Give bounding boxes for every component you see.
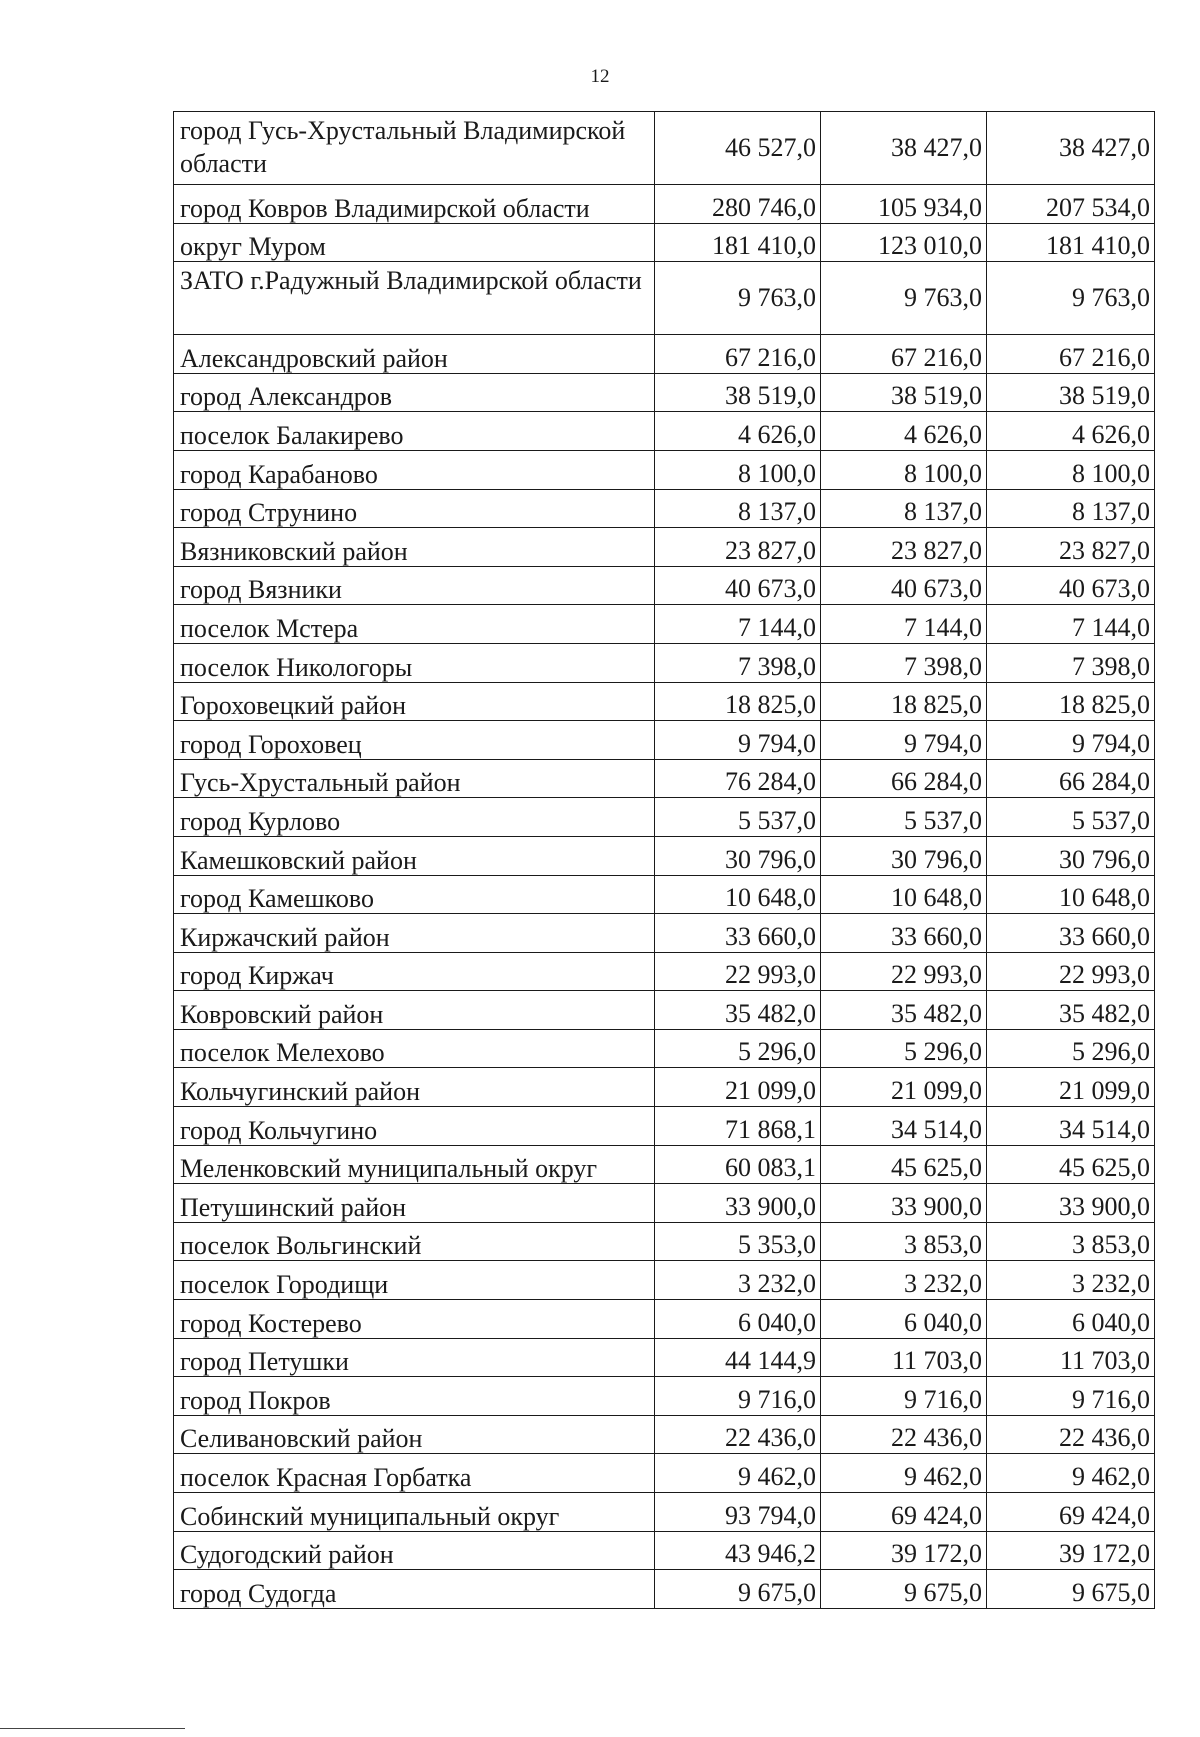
row-value-3-cell: 8 100,0 [987,450,1155,489]
row-value-1-cell: 10 648,0 [655,875,821,914]
row-value-2-cell: 38 519,0 [821,373,987,412]
row-value-3-cell: 40 673,0 [987,566,1155,605]
row-value-3-cell: 5 296,0 [987,1029,1155,1068]
table-row [174,1261,1155,1300]
row-value-3-cell: 23 827,0 [987,528,1155,567]
row-name-cell: город Карабаново [174,450,655,489]
row-value-2-cell: 9 462,0 [821,1454,987,1493]
row-name-cell: город Судогда [174,1570,655,1609]
row-value-1-cell: 9 716,0 [655,1377,821,1416]
table-row [174,1377,1155,1416]
row-name-cell: город Струнино [174,489,655,528]
row-value-1-cell: 3 232,0 [655,1261,821,1300]
table-row [174,528,1155,567]
row-name-cell: поселок Красная Горбатка [174,1454,655,1493]
row-value-1-cell: 18 825,0 [655,682,821,721]
row-name-cell: Ковровский район [174,991,655,1030]
row-value-2-cell: 5 296,0 [821,1029,987,1068]
row-value-3-cell: 6 040,0 [987,1300,1155,1339]
row-value-1-cell: 9 462,0 [655,1454,821,1493]
row-value-1-cell: 38 519,0 [655,373,821,412]
table-row [174,1531,1155,1570]
table-row [174,373,1155,412]
row-value-1-cell: 23 827,0 [655,528,821,567]
table-row [174,914,1155,953]
row-value-3-cell: 21 099,0 [987,1068,1155,1107]
row-value-3-cell: 33 660,0 [987,914,1155,953]
table-row [174,1338,1155,1377]
row-name-cell: город Александров [174,373,655,412]
table-row [174,875,1155,914]
row-name-cell: город Ковров Владимирской области [174,185,655,224]
row-name-cell: город Камешково [174,875,655,914]
row-value-1-cell: 60 083,1 [655,1145,821,1184]
table-row [174,1107,1155,1146]
table-row [174,759,1155,798]
row-name-cell: Петушинский район [174,1184,655,1223]
row-name-cell: Киржачский район [174,914,655,953]
row-value-2-cell: 9 763,0 [821,262,987,335]
row-value-2-cell: 10 648,0 [821,875,987,914]
row-value-1-cell: 71 868,1 [655,1107,821,1146]
row-value-3-cell: 11 703,0 [987,1338,1155,1377]
row-value-2-cell: 35 482,0 [821,991,987,1030]
row-value-3-cell: 181 410,0 [987,223,1155,262]
row-value-3-cell: 38 519,0 [987,373,1155,412]
row-value-2-cell: 22 436,0 [821,1415,987,1454]
row-value-3-cell: 39 172,0 [987,1531,1155,1570]
row-value-3-cell: 67 216,0 [987,335,1155,374]
row-value-3-cell: 18 825,0 [987,682,1155,721]
table-row [174,566,1155,605]
row-value-1-cell: 4 626,0 [655,412,821,451]
table-row [174,721,1155,760]
row-value-2-cell: 67 216,0 [821,335,987,374]
row-value-2-cell: 105 934,0 [821,185,987,224]
table-row [174,1570,1155,1609]
row-value-3-cell: 9 763,0 [987,262,1155,335]
row-value-1-cell: 5 353,0 [655,1222,821,1261]
row-name-cell: поселок Вольгинский [174,1222,655,1261]
row-value-3-cell: 207 534,0 [987,185,1155,224]
table-row [174,1300,1155,1339]
row-value-2-cell: 8 100,0 [821,450,987,489]
row-value-1-cell: 6 040,0 [655,1300,821,1339]
row-value-3-cell: 5 537,0 [987,798,1155,837]
row-name-cell: город Гороховец [174,721,655,760]
row-name-cell: город Покров [174,1377,655,1416]
row-value-2-cell: 11 703,0 [821,1338,987,1377]
table-body [174,112,1155,1609]
row-name-cell: Гусь-Хрустальный район [174,759,655,798]
row-value-2-cell: 3 853,0 [821,1222,987,1261]
table-row [174,1145,1155,1184]
row-value-3-cell: 38 427,0 [987,112,1155,185]
row-value-1-cell: 43 946,2 [655,1531,821,1570]
row-name-cell: Кольчугинский район [174,1068,655,1107]
row-value-2-cell: 21 099,0 [821,1068,987,1107]
row-value-1-cell: 30 796,0 [655,836,821,875]
table-row [174,112,1155,185]
table-row [174,952,1155,991]
row-value-3-cell: 3 853,0 [987,1222,1155,1261]
row-name-cell: поселок Мстера [174,605,655,644]
row-name-cell: поселок Никологоры [174,643,655,682]
table-row [174,262,1155,335]
row-value-1-cell: 22 436,0 [655,1415,821,1454]
row-value-1-cell: 67 216,0 [655,335,821,374]
row-value-2-cell: 9 675,0 [821,1570,987,1609]
row-value-3-cell: 22 993,0 [987,952,1155,991]
row-name-cell: город Курлово [174,798,655,837]
row-value-1-cell: 9 794,0 [655,721,821,760]
row-name-cell: город Петушки [174,1338,655,1377]
row-value-2-cell: 5 537,0 [821,798,987,837]
row-value-2-cell: 9 716,0 [821,1377,987,1416]
row-value-2-cell: 39 172,0 [821,1531,987,1570]
table-row [174,1184,1155,1223]
row-value-1-cell: 9 675,0 [655,1570,821,1609]
row-value-1-cell: 35 482,0 [655,991,821,1030]
row-value-2-cell: 33 660,0 [821,914,987,953]
row-value-3-cell: 33 900,0 [987,1184,1155,1223]
row-value-3-cell: 8 137,0 [987,489,1155,528]
row-value-1-cell: 9 763,0 [655,262,821,335]
row-value-2-cell: 34 514,0 [821,1107,987,1146]
table-row [174,1493,1155,1532]
row-value-3-cell: 9 675,0 [987,1570,1155,1609]
row-value-3-cell: 9 462,0 [987,1454,1155,1493]
table-row [174,1222,1155,1261]
row-value-2-cell: 4 626,0 [821,412,987,451]
row-value-3-cell: 9 716,0 [987,1377,1155,1416]
row-value-3-cell: 9 794,0 [987,721,1155,760]
row-value-1-cell: 7 398,0 [655,643,821,682]
row-value-1-cell: 46 527,0 [655,112,821,185]
row-name-cell: Гороховецкий район [174,682,655,721]
table-row [174,836,1155,875]
row-value-1-cell: 76 284,0 [655,759,821,798]
table-row [174,605,1155,644]
footer-rule [0,1728,185,1729]
table-row [174,682,1155,721]
page-number: 12 [590,66,610,87]
table-row [174,643,1155,682]
row-value-3-cell: 7 398,0 [987,643,1155,682]
row-value-3-cell: 3 232,0 [987,1261,1155,1300]
row-value-2-cell: 9 794,0 [821,721,987,760]
row-value-2-cell: 66 284,0 [821,759,987,798]
table-row [174,1454,1155,1493]
row-name-cell: город Костерево [174,1300,655,1339]
row-name-cell: Селивановский район [174,1415,655,1454]
row-name-cell: Меленковский муниципальный округ [174,1145,655,1184]
row-value-2-cell: 45 625,0 [821,1145,987,1184]
row-value-1-cell: 93 794,0 [655,1493,821,1532]
row-value-2-cell: 38 427,0 [821,112,987,185]
row-value-3-cell: 7 144,0 [987,605,1155,644]
row-value-2-cell: 30 796,0 [821,836,987,875]
table-row [174,1068,1155,1107]
table-row [174,1029,1155,1068]
table-row [174,489,1155,528]
table-row [174,798,1155,837]
row-name-cell: Камешковский район [174,836,655,875]
row-value-3-cell: 4 626,0 [987,412,1155,451]
table-row [174,223,1155,262]
row-name-cell: город Гусь-Хрустальный Владимирской области [174,112,655,185]
row-value-3-cell: 45 625,0 [987,1145,1155,1184]
row-value-2-cell: 8 137,0 [821,489,987,528]
row-name-cell: поселок Мелехово [174,1029,655,1068]
table-row [174,991,1155,1030]
row-value-2-cell: 33 900,0 [821,1184,987,1223]
row-value-1-cell: 44 144,9 [655,1338,821,1377]
row-value-2-cell: 6 040,0 [821,1300,987,1339]
table-row [174,450,1155,489]
row-value-1-cell: 22 993,0 [655,952,821,991]
row-name-cell: Александровский район [174,335,655,374]
row-value-1-cell: 5 296,0 [655,1029,821,1068]
row-value-2-cell: 40 673,0 [821,566,987,605]
row-value-1-cell: 21 099,0 [655,1068,821,1107]
table-row [174,1415,1155,1454]
row-value-2-cell: 69 424,0 [821,1493,987,1532]
row-value-3-cell: 35 482,0 [987,991,1155,1030]
row-name-cell: город Кольчугино [174,1107,655,1146]
row-value-2-cell: 7 398,0 [821,643,987,682]
row-value-1-cell: 8 100,0 [655,450,821,489]
row-value-1-cell: 33 900,0 [655,1184,821,1223]
row-value-1-cell: 7 144,0 [655,605,821,644]
row-value-1-cell: 33 660,0 [655,914,821,953]
row-value-2-cell: 18 825,0 [821,682,987,721]
row-name-cell: поселок Городищи [174,1261,655,1300]
row-value-3-cell: 10 648,0 [987,875,1155,914]
row-name-cell: поселок Балакирево [174,412,655,451]
row-name-cell: округ Муром [174,223,655,262]
row-name-cell: Вязниковский район [174,528,655,567]
row-name-cell: ЗАТО г.Радужный Владимирской области [174,262,655,335]
row-value-2-cell: 22 993,0 [821,952,987,991]
row-name-cell: Судогодский район [174,1531,655,1570]
row-name-cell: город Киржач [174,952,655,991]
row-value-3-cell: 69 424,0 [987,1493,1155,1532]
row-value-1-cell: 5 537,0 [655,798,821,837]
table-row [174,412,1155,451]
row-value-2-cell: 7 144,0 [821,605,987,644]
row-value-3-cell: 22 436,0 [987,1415,1155,1454]
row-value-2-cell: 23 827,0 [821,528,987,567]
row-value-1-cell: 280 746,0 [655,185,821,224]
row-value-3-cell: 30 796,0 [987,836,1155,875]
row-value-1-cell: 8 137,0 [655,489,821,528]
row-value-1-cell: 181 410,0 [655,223,821,262]
row-value-3-cell: 34 514,0 [987,1107,1155,1146]
row-value-3-cell: 66 284,0 [987,759,1155,798]
row-value-2-cell: 3 232,0 [821,1261,987,1300]
table-row [174,185,1155,224]
budget-table [173,111,1155,1609]
row-value-1-cell: 40 673,0 [655,566,821,605]
row-value-2-cell: 123 010,0 [821,223,987,262]
row-name-cell: Собинский муниципальный округ [174,1493,655,1532]
row-name-cell: город Вязники [174,566,655,605]
table-row [174,335,1155,374]
